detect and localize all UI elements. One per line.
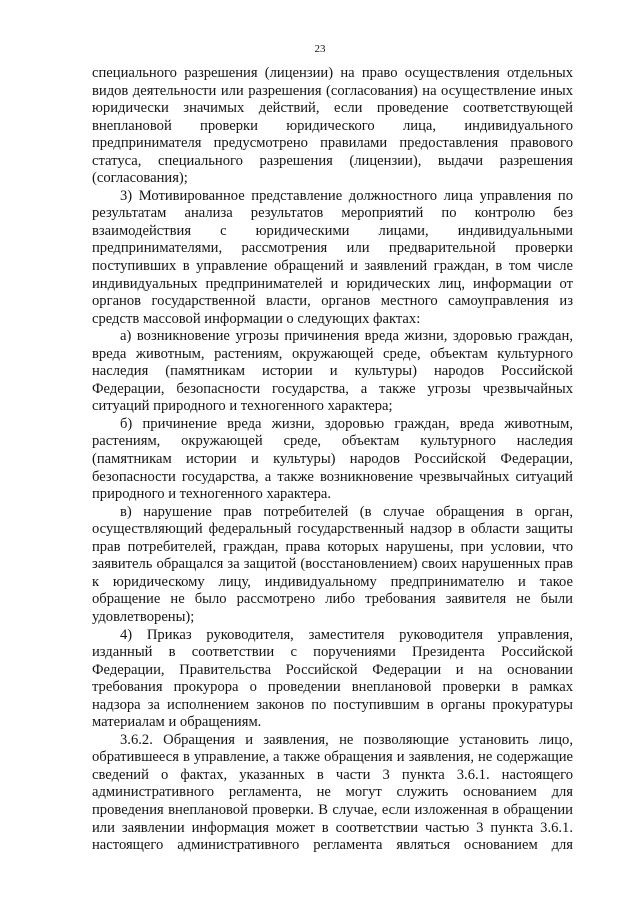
text-line: или заявлении информация может в соответствии частью 3 пункта 3.6.1.: [92, 819, 573, 836]
text-line: настоящего административного регламента являться основанием для: [92, 837, 573, 854]
text-line: природного и техногенного характера.: [92, 486, 332, 503]
text-line: ситуаций природного и техногенного характера;: [92, 398, 393, 415]
text-line: в) нарушение прав потребителей (в случае обращения в орган,: [120, 503, 573, 520]
text-line: обращение не было рассмотрено либо требования заявителя не были: [92, 591, 573, 608]
text-line: осуществляющий федеральный государственный надзор в области защиты: [92, 521, 573, 538]
text-line: материалам и обращениям.: [92, 714, 262, 731]
text-line: юридически значимых действий, если проведение соответствующей: [92, 100, 573, 117]
text-line: взаимодействия с юридическими лицами, индивидуальными: [92, 222, 573, 239]
paragraph: [92, 416, 573, 504]
text-line: к юридическому лицу, индивидуальному предпринимателю и такое: [92, 573, 573, 590]
text-line: заявитель обращался за защитой (восстановлением) своих нарушенных прав: [92, 556, 573, 573]
text-line: 4) Приказ руководителя, заместителя руководителя управления,: [120, 626, 573, 643]
paragraph: [92, 627, 573, 732]
text-line: изданный в соответствии с поручениями Президента Российской: [92, 644, 573, 661]
text-line: надзора за исполнением законов по поступившим в органы прокуратуры: [92, 696, 573, 713]
paragraph: [92, 732, 573, 855]
text-line: Федерации, безопасности государства, а также угрозы чрезвычайных: [92, 380, 573, 397]
text-line: органов государственной власти, органов местного самоуправления из: [92, 293, 573, 310]
text-line: предпринимателя предусмотрено правилами предоставления правового: [92, 135, 573, 152]
page-number: 23: [314, 43, 326, 55]
text-line: требования прокурора о проведении внеплановой проверки в рамках: [92, 679, 573, 696]
text-line: индивидуальных предпринимателей и юридических лиц, информации от: [92, 275, 573, 292]
paragraph: [92, 188, 573, 328]
text-line: видов деятельности или разрешения (согласования) на осуществление иных: [92, 82, 573, 99]
text-line: средств массовой информации о следующих фактах:: [92, 310, 421, 327]
paragraph: [92, 328, 573, 416]
text-line: результатам анализа результатов мероприятий по контролю без: [92, 205, 573, 222]
text-line: специального разрешения (лицензии) на право осуществления отдельных: [92, 65, 573, 81]
text-line: (согласования);: [92, 170, 188, 187]
text-line: вреда животным, растениям, окружающей среде, объектам культурного: [92, 345, 573, 362]
text-line: проведения внеплановой проверки. В случае, если изложенная в обращении: [92, 801, 573, 818]
text-line: Федерации, Правительства Российской Федерации и на основании: [92, 661, 573, 678]
text-line: а) возникновение угрозы причинения вреда жизни, здоровью граждан,: [120, 328, 573, 345]
text-line: (памятникам истории и культуры) народов Российской Федерации,: [92, 451, 573, 468]
text-line: наследия (памятникам истории и культуры) народов Российской: [92, 363, 573, 380]
text-line: статуса, специального разрешения (лицензии), выдачи разрешения: [92, 152, 573, 169]
text-line: 3) Мотивированное представление должностного лица управления по: [120, 187, 573, 204]
text-line: сведений о фактах, указанных в части 3 пункта 3.6.1. настоящего: [92, 766, 573, 783]
text-line: внеплановой проверки юридического лица, индивидуального: [92, 117, 573, 134]
text-line: административного регламента, не могут служить основанием для: [92, 784, 573, 801]
text-line: растениям, окружающей среде, объектам культурного наследия: [92, 433, 573, 450]
text-line: безопасности государства, а также возникновение чрезвычайных ситуаций: [92, 468, 573, 485]
text-line: удовлетворены);: [92, 608, 195, 625]
paragraph: [92, 65, 573, 188]
paragraph: [92, 504, 573, 627]
text-line: б) причинение вреда жизни, здоровью граждан, вреда животным,: [120, 415, 573, 432]
text-line: поступивших в управление обращений и заявлений граждан, в том числе: [92, 258, 573, 275]
text-line: обратившееся в управление, а также обращения и заявления, не содержащие: [92, 749, 573, 766]
text-line: 3.6.2. Обращения и заявления, не позволяющие установить лицо,: [120, 731, 573, 748]
text-line: предпринимателями, рассмотрения или предварительной проверки: [92, 240, 573, 257]
document-body: [92, 65, 573, 855]
text-line: прав потребителей, граждан, права которых нарушены, при условии, что: [92, 538, 573, 555]
